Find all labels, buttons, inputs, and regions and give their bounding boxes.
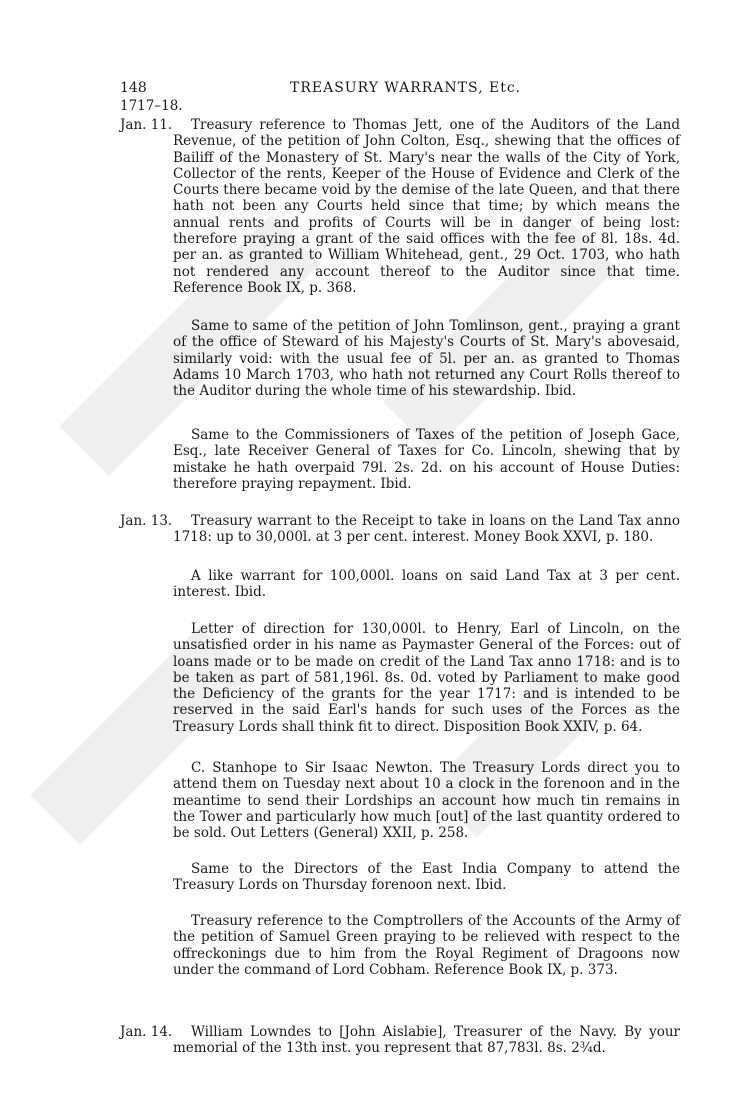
entry-text: Same to the Directors of the East India Company to attend the Treasury Lords on Thursday forenoon next. Ibid. <box>173 861 680 894</box>
entry-text: Treasury warrant to the Receipt to take in loans on the Land Tax anno 1718: up to 30,000l. at 3 per cent. interest. Money Book XXVI, p. 180. <box>173 513 680 546</box>
running-head: TREASURY WARRANTS, Etc. <box>290 80 522 96</box>
entry-text: William Lowndes to [John Aislabie], Treasurer of the Navy. By your memorial of the 13th inst. you represent that 87,783l. 8s. 2¾d. <box>173 1024 680 1057</box>
entry-date: Jan. 14. <box>120 1024 173 1040</box>
year-label: 1717–18. <box>120 98 183 114</box>
entry-date: Jan. 11. <box>120 117 173 133</box>
entry-text: A like warrant for 100,000l. loans on said Land Tax at 3 per cent. interest. Ibid. <box>173 568 680 601</box>
entry-text: Treasury reference to Thomas Jett, one of the Auditors of the Land Revenue, of the petition of John Colton, Esq., shewing that the offices of Bailiff of the Monastery of St. Mary's near the walls of the City of York, Collector of the rents, Keeper of the House of Evidence and Clerk of the Courts there became void by the demise of the late Queen, and that there hath not been any Courts held since that time; by which means the annual rents and profits of Courts will be in danger of being lost: therefore praying a grant of the said offices with the fee of 8l. 18s. 4d. per an. as granted to William Whitehead, gent., 29 Oct. 1703, who hath not rendered any account thereof to the Auditor since that time. Reference Book IX, p. 368. <box>173 117 680 296</box>
entry-text: Letter of direction for 130,000l. to Henry, Earl of Lincoln, on the unsatisfied order in his name as Paymaster General of the Forces: out of loans made or to be made on credit of the Land Tax anno 1718: and is to be taken as part of 581,196l. 8s. 0d. voted by Parliament to make good the Deficiency of the grants for the year 1717: and is intended to be reserved in the said Earl's hands for such uses of the Forces as the Treasury Lords shall think fit to direct. Disposition Book XXIV, p. 64. <box>173 621 680 735</box>
entry-text: Same to the Commissioners of Taxes of the petition of Joseph Gace, Esq., late Receiver General of Taxes for Co. Lincoln, shewing that by mistake he hath overpaid 79l. 2s. 2d. on his account of House Duties: therefore praying repayment. Ibid. <box>173 427 680 492</box>
entry-text: Same to same of the petition of John Tomlinson, gent., praying a grant of the office of Steward of his Majesty's Courts of St. Mary's abovesaid, similarly void: with the usual fee of 5l. per an. as granted to Thomas Adams 10 March 1703, who hath not returned any Court Rolls thereof to the Auditor during the whole time of his stewardship. Ibid. <box>173 318 680 400</box>
page-header <box>120 80 670 100</box>
page-number: 148 <box>120 80 147 96</box>
entry-text: C. Stanhope to Sir Isaac Newton. The Treasury Lords direct you to attend them on Tuesday next about 10 a clock in the forenoon and in the meantime to send their Lordships an account how much tin remains in the Tower and particularly how much [out] of the last quantity ordered to be sold. Out Letters (General) XXII, p. 258. <box>173 760 680 842</box>
entry-date: Jan. 13. <box>120 513 173 529</box>
entry-text: Treasury reference to the Comptrollers of the Accounts of the Army of the petition of Samuel Green praying to be relieved with respect to the offreckonings due to him from the Royal Regiment of Dragoons now under the command of Lord Cobham. Reference Book IX, p. 373. <box>173 913 680 978</box>
